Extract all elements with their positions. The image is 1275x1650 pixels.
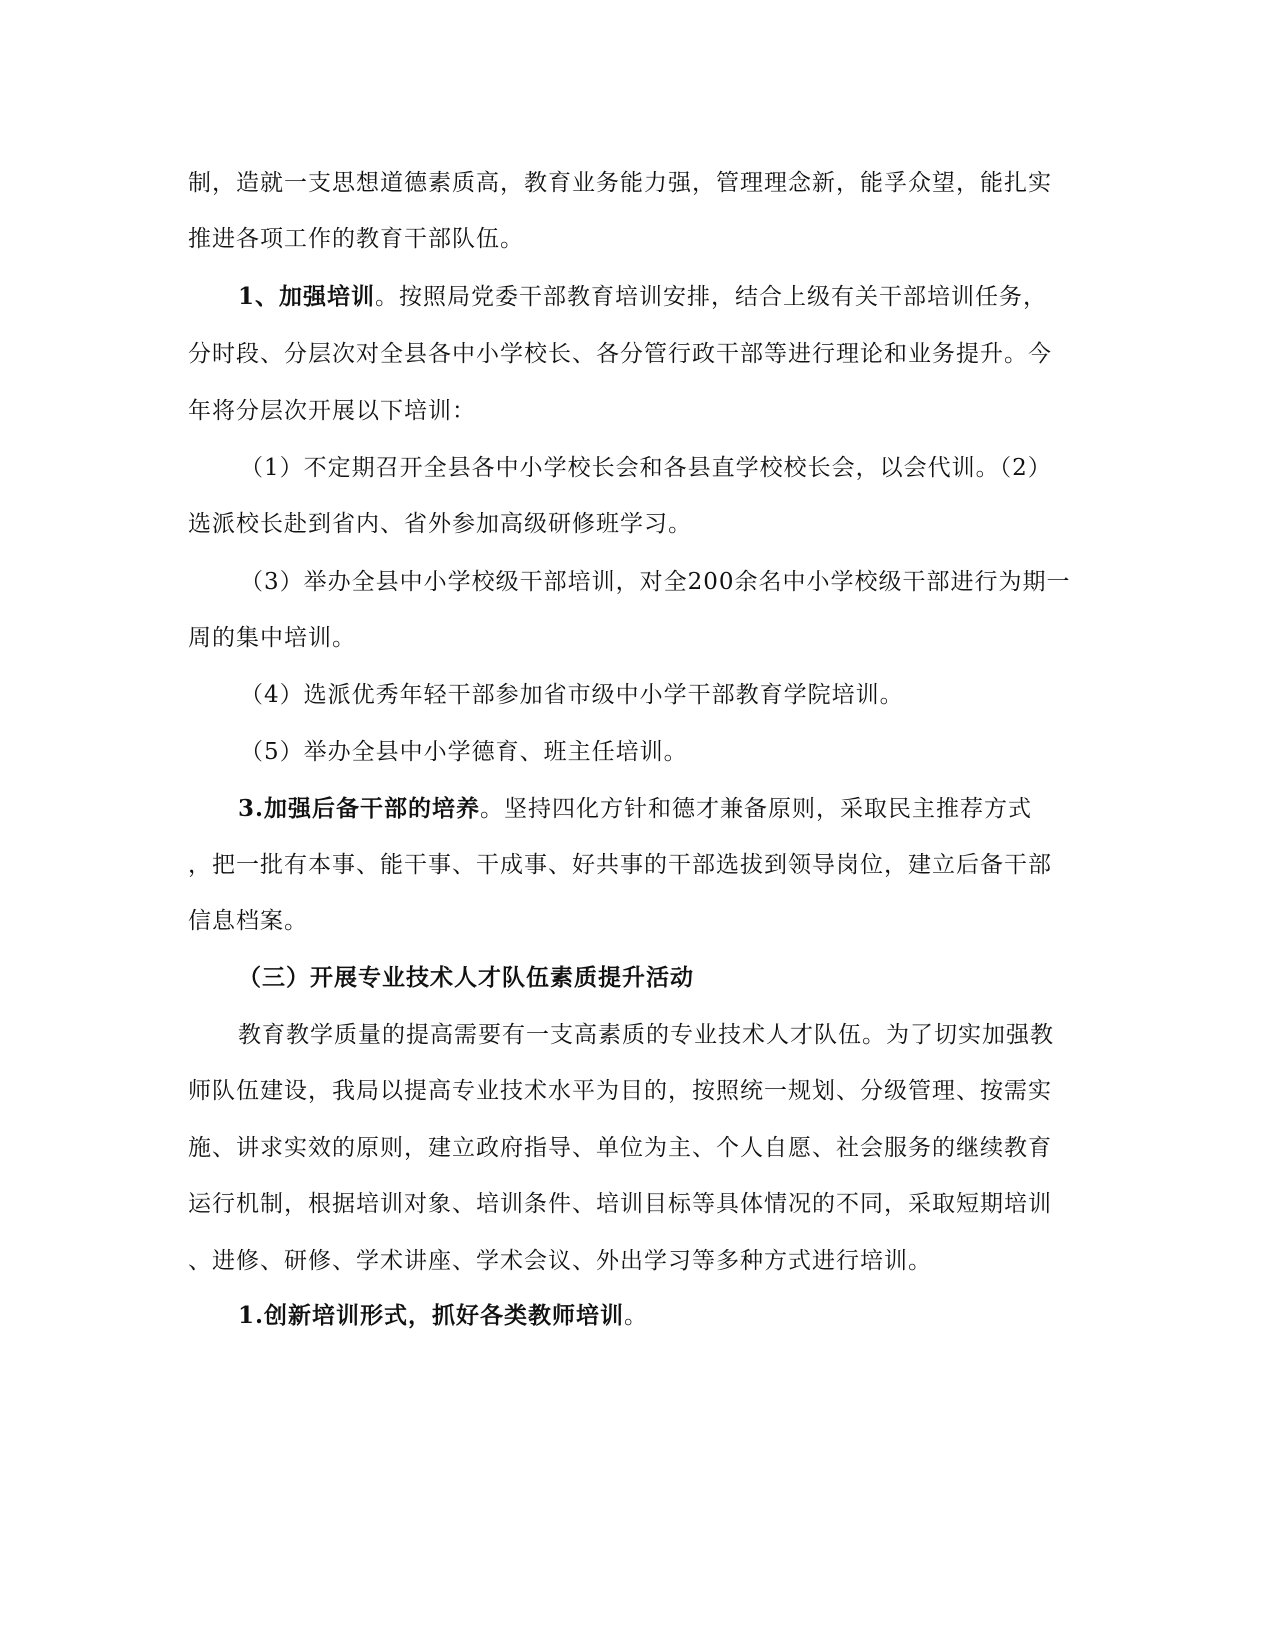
paragraph-line: 教育教学质量的提高需要有一支高素质的专业技术人才队伍。为了切实加强教	[238, 1022, 1054, 1048]
paragraph-line: 分时段、分层次对全县各中小学校长、各分管行政干部等进行理论和业务提升。今	[188, 341, 1052, 367]
paragraph-line: 周的集中培训。	[188, 625, 356, 651]
section-3-text: 。坚持四化方针和德才兼备原则，采取民主推荐方式	[480, 796, 1033, 822]
paragraph-line: ，把一批有本事、能干事、干成事、好共事的干部选拔到领导岗位，建立后备干部	[188, 852, 1052, 878]
section-heading: （三）开展专业技术人才队伍素质提升活动	[238, 964, 694, 991]
paragraph-line: 信息档案。	[188, 908, 308, 934]
paragraph-line: 年将分层次开展以下培训：	[188, 398, 476, 424]
paragraph-line: 选派校长赴到省内、省外参加高级研修班学习。	[188, 511, 692, 537]
list-item-3: （3）举办全县中小学校级干部培训，对全200余名中小学校级干部进行为期一	[240, 569, 1071, 595]
subsection-1-line	[238, 1296, 1138, 1336]
paragraph-line: 制，造就一支思想道德素质高，教育业务能力强，管理理念新，能孚众望，能扎实	[188, 170, 1052, 196]
section-1-line	[238, 277, 1138, 317]
list-item-1: （1）不定期召开全县各中小学校长会和各县直学校校长会，以会代训。（2）	[240, 455, 1052, 481]
list-item-5: （5）举办全县中小学德育、班主任培训。	[240, 739, 688, 765]
section-1-heading: 1、加强培训	[238, 283, 376, 310]
list-item-4: （4）选派优秀年轻干部参加省市级中小学干部教育学院培训。	[240, 682, 904, 708]
section-1-text: 。按照局党委干部教育培训安排，结合上级有关干部培训任务，	[375, 284, 1048, 310]
paragraph-line: 施、讲求实效的原则，建立政府指导、单位为主、个人自愿、社会服务的继续教育	[188, 1135, 1052, 1161]
paragraph-line: 运行机制，根据培训对象、培训条件、培训目标等具体情况的不同，采取短期培训	[188, 1191, 1052, 1217]
paragraph-line: 、进修、研修、学术讲座、学术会议、外出学习等多种方式进行培训。	[188, 1248, 932, 1274]
section-3-heading: 3.加强后备干部的培养	[238, 795, 481, 822]
subsection-1-heading: 1.创新培训形式，抓好各类教师培训	[238, 1302, 625, 1329]
paragraph-line: 推进各项工作的教育干部队伍。	[188, 226, 524, 252]
subsection-1-tail: 。	[624, 1303, 649, 1329]
paragraph-line: 师队伍建设，我局以提高专业技术水平为目的，按照统一规划、分级管理、按需实	[188, 1078, 1052, 1104]
section-3-line	[238, 789, 1138, 829]
